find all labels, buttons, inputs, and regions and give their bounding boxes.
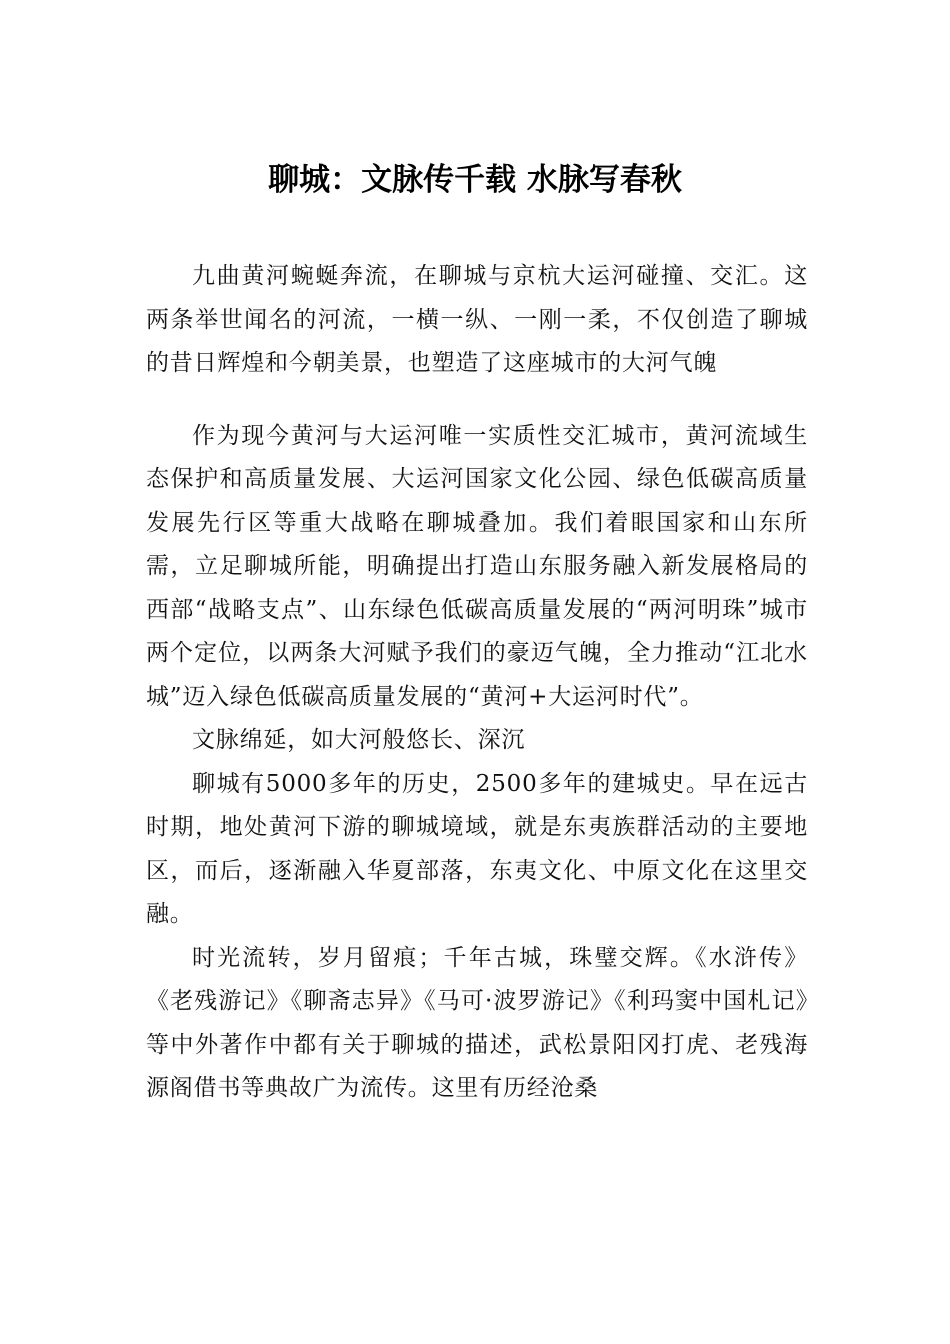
paragraph: 时光流转，岁月留痕；千年古城，珠璧交辉。《水浒传》《老残游记》《聊斋志异》《马可·波罗游记》《利玛窦中国札记》等中外著作中都有关于聊城的描述，武松景阳冈打虎、老残海源阁借书等典故广为流传。这里有历经沧桑 (146, 944, 808, 1101)
paragraph: 聊城有5000多年的历史，2500多年的建城史。早在远古时期，地处黄河下游的聊城境域，就是东夷族群活动的主要地区，而后，逐渐融入华夏部落，东夷文化、中原文化在这里交融。 (146, 770, 808, 927)
document-body (146, 255, 808, 1111)
section-heading-paragraph: 文脉绵延，如大河般悠长、深沉 (192, 727, 526, 753)
paragraph: 九曲黄河蜿蜒奔流，在聊城与京杭大运河碰撞、交汇。这两条举世闻名的河流，一横一纵、一刚一柔，不仅创造了聊城的昔日辉煌和今朝美景，也塑造了这座城市的大河气魄 (146, 263, 808, 376)
document-title: 聊城：文脉传千载 水脉写春秋 (268, 162, 682, 198)
paragraph: 作为现今黄河与大运河唯一实质性交汇城市，黄河流域生态保护和高质量发展、大运河国家文化公园、绿色低碳高质量发展先行区等重大战略在聊城叠加。我们着眼国家和山东所需，立足聊城所能，明确提出打造山东服务融入新发展格局的西部“战略支点”、山东绿色低碳高质量发展的“两河明珠”城市两个定位，以两条大河赋予我们的豪迈气魄，全力推动“江北水城”迈入绿色低碳高质量发展的“黄河+大运河时代”。 (146, 422, 808, 710)
